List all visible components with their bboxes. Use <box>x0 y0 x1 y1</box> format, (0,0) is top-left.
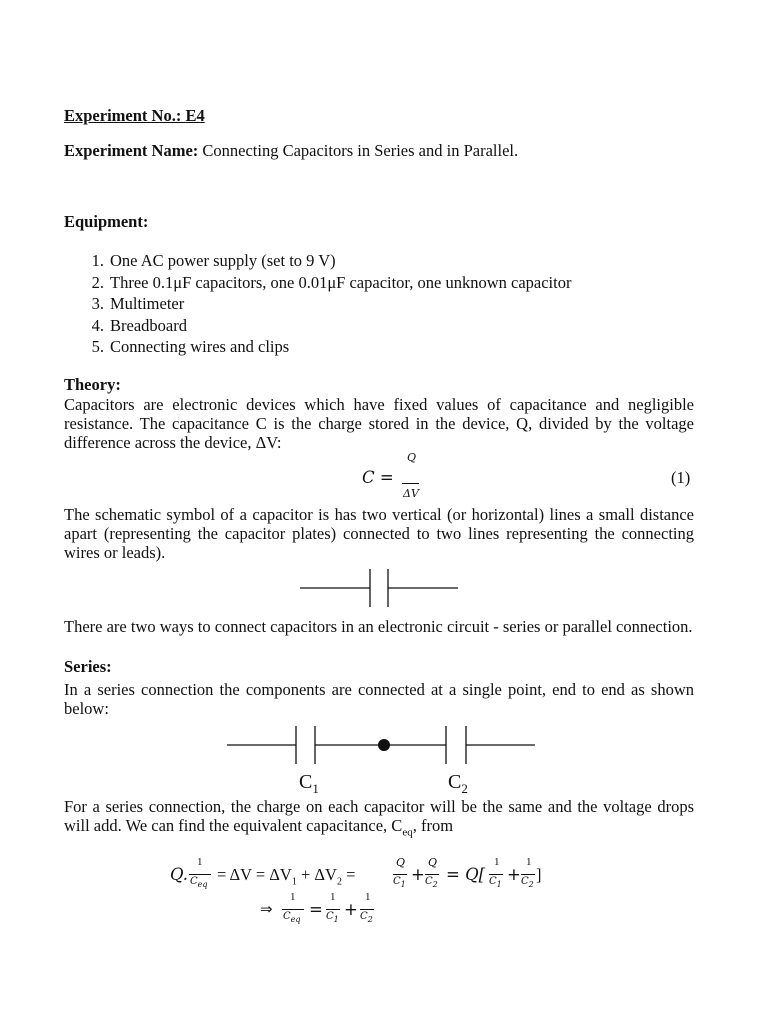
series-heading: Series: <box>64 657 112 676</box>
equation-1-lhs: C = <box>362 468 394 487</box>
equation-1-number: (1) <box>671 468 691 487</box>
capacitor-symbol <box>290 566 470 612</box>
experiment-name-value: Connecting Capacitors in Series and in Parallel. <box>202 141 519 160</box>
theory-paragraph-1: Capacitors are electronic devices which have fixed values of capacitance and negligible resistance. The capacitance C is the charge stored in the device, Q, divided by the voltage difference across the device, ΔV: <box>64 395 694 452</box>
equipment-heading: Equipment: <box>64 212 149 231</box>
series-paragraph-2: For a series connection, the charge on each capacitor will be the same and the voltage drops will add. We can find the equivalent capacitance, $C_{eq}$, from <box>64 797 694 839</box>
equipment-item: 2. Three 0.1μF capacitors, one 0.01μF capacitor, one unknown capacitor <box>91 272 572 292</box>
experiment-name <box>64 141 518 161</box>
junction-dot <box>378 739 390 751</box>
equation-1-fraction-bar <box>402 483 419 484</box>
equipment-item: 5. Connecting wires and clips <box>91 337 290 356</box>
experiment-number: Experiment No.: E4 <box>64 106 205 125</box>
series-circuit-diagram <box>220 722 550 772</box>
equipment-list <box>64 250 571 358</box>
equipment-item: 4. Breadboard <box>91 315 187 335</box>
equation-1-denominator: ΔV <box>403 487 419 500</box>
theory-paragraph-2: The schematic symbol of a capacitor is has two vertical (or horizontal) lines a small distance apart (representing the capacitor plates) connected to two lines representing the connecting wires or leads). <box>64 505 694 562</box>
theory-heading: Theory: <box>64 375 121 394</box>
experiment-name-label: Experiment Name: <box>64 141 199 160</box>
equipment-item: 1. One AC power supply (set to 9 V) <box>91 251 336 270</box>
theory-paragraph-3: There are two ways to connect capacitors in an electronic circuit - series or parallel connection. <box>64 617 693 636</box>
series-paragraph-1: In a series connection the components are connected at a single point, end to end as shown below: <box>64 680 694 718</box>
equipment-item: 3. Multimeter <box>91 294 185 313</box>
equation-1-numerator: Q <box>407 451 417 464</box>
capacitor-label-c1: $C_1$ <box>299 771 319 796</box>
capacitor-label-c2: $C_2$ <box>448 771 468 796</box>
